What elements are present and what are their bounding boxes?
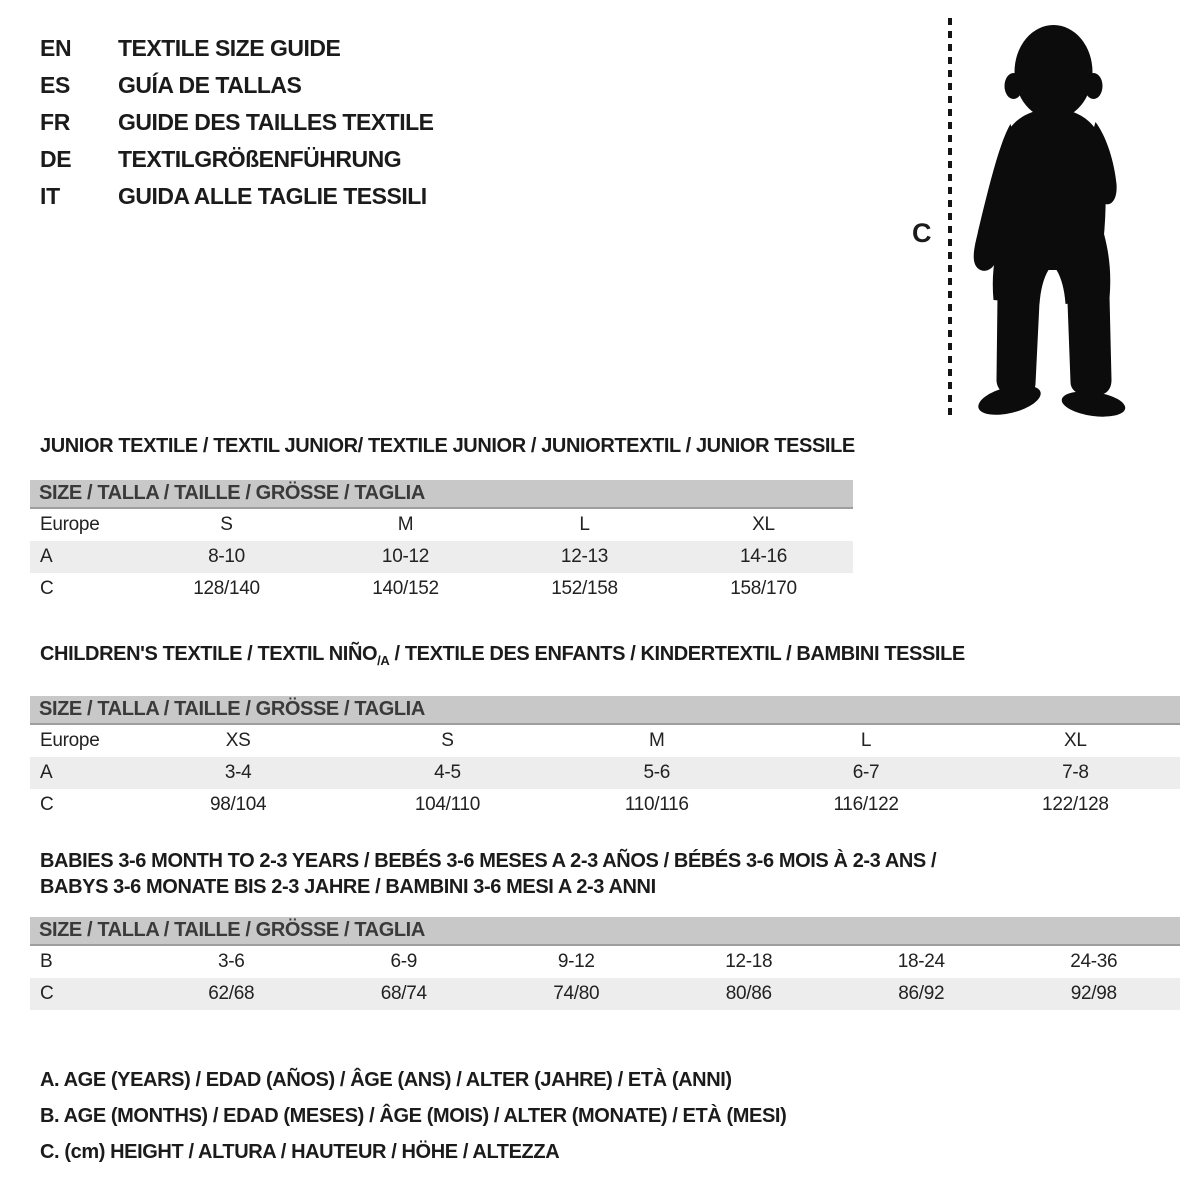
value-cell: 116/122 xyxy=(833,794,899,815)
language-row-fr xyxy=(40,104,434,141)
title-part: CHILDREN'S TEXTILE / TEXTIL NIÑO xyxy=(40,643,378,665)
row-label-cell: C xyxy=(40,983,54,1004)
value-cell: 110/116 xyxy=(624,794,689,815)
value-cell: 3-4 xyxy=(224,762,252,783)
row-label-cell: A xyxy=(40,546,53,567)
table-row xyxy=(30,946,1180,978)
value-cell: 68/74 xyxy=(380,983,427,1004)
value-cell: L xyxy=(860,730,872,751)
language-code: IT xyxy=(40,183,60,209)
measurement-legend xyxy=(40,1062,786,1170)
value-cell: 9-12 xyxy=(557,951,595,972)
value-cell: 10-12 xyxy=(381,546,430,567)
size-header-bar xyxy=(30,917,1180,946)
value-cell: M xyxy=(648,730,665,751)
value-cell: 7-8 xyxy=(1062,762,1089,783)
height-measure-label: C xyxy=(912,218,932,248)
language-code: FR xyxy=(40,109,71,135)
section-children-textile xyxy=(30,641,1180,821)
language-code: EN xyxy=(40,35,72,61)
baby-silhouette-icon xyxy=(962,12,1140,417)
value-cell: XL xyxy=(1064,730,1087,751)
size-header-label: SIZE / TALLA / TAILLE / GRÖSSE / TAGLIA xyxy=(39,919,425,941)
language-title: GUIDE DES TAILLES TEXTILE xyxy=(118,109,434,135)
value-cell: 12-13 xyxy=(560,546,609,567)
babies-size-table xyxy=(30,946,1180,1010)
row-label-cell: Europe xyxy=(40,730,100,751)
height-measure-dashed-line xyxy=(948,18,952,415)
language-code: ES xyxy=(40,72,71,98)
value-cell: 158/170 xyxy=(730,578,797,599)
value-cell: 80/86 xyxy=(725,983,772,1004)
row-label-cell: A xyxy=(40,762,53,783)
title-subscript: /A xyxy=(377,653,390,668)
table-row xyxy=(30,757,1180,789)
value-cell: 128/140 xyxy=(193,578,260,599)
language-row-es xyxy=(40,67,434,104)
language-title: TEXTILGRÖßENFÜHRUNG xyxy=(118,146,402,172)
value-cell: 98/104 xyxy=(209,794,267,815)
table-row xyxy=(30,541,853,573)
size-header-label: SIZE / TALLA / TAILLE / GRÖSSE / TAGLIA xyxy=(39,698,425,720)
language-title: TEXTILE SIZE GUIDE xyxy=(118,35,341,61)
legend-line-c: C. (cm) HEIGHT / ALTURA / HAUTEUR / HÖHE / ALTEZZA xyxy=(40,1141,560,1163)
value-cell: 12-18 xyxy=(725,951,773,972)
section-title: JUNIOR TEXTILE / TEXTIL JUNIOR/ TEXTILE JUNIOR / JUNIORTEXTIL / JUNIOR TESSILE xyxy=(40,435,855,457)
value-cell: 62/68 xyxy=(208,983,255,1004)
value-cell: L xyxy=(579,514,590,535)
row-label-cell: Europe xyxy=(40,514,100,535)
size-header-bar xyxy=(30,696,1180,725)
value-cell: 74/80 xyxy=(553,983,600,1004)
title-part: / TEXTILE DES ENFANTS / KINDERTEXTIL / BAMBINI TESSILE xyxy=(389,643,965,665)
value-cell: XL xyxy=(752,514,775,535)
table-row xyxy=(30,789,1180,821)
section-babies-textile xyxy=(30,848,1180,1010)
value-cell: 6-7 xyxy=(852,762,880,783)
table-row xyxy=(30,573,853,605)
size-header-label: SIZE / TALLA / TAILLE / GRÖSSE / TAGLIA xyxy=(39,482,425,504)
value-cell: M xyxy=(397,514,414,535)
value-cell: 18-24 xyxy=(897,951,945,972)
legend-line-b: B. AGE (MONTHS) / EDAD (MESES) / ÂGE (MOIS) / ALTER (MONATE) / ETÀ (MESI) xyxy=(40,1105,787,1127)
language-title: GUIDA ALLE TAGLIE TESSILI xyxy=(118,183,427,209)
table-row xyxy=(30,509,853,541)
value-cell: 3-6 xyxy=(217,951,245,972)
row-label-cell: C xyxy=(40,578,54,599)
section-junior-textile xyxy=(30,433,853,605)
value-cell: 92/98 xyxy=(1070,983,1117,1004)
row-label-cell: C xyxy=(40,794,54,815)
language-row-en xyxy=(40,30,434,67)
value-cell: 4-5 xyxy=(434,762,461,783)
language-code: DE xyxy=(40,146,72,172)
title-line-1: BABIES 3-6 MONTH TO 2-3 YEARS / BEBÉS 3-6 MESES A 2-3 AÑOS / BÉBÉS 3-6 MOIS À 2-3 ANS / xyxy=(40,850,937,872)
language-row-it xyxy=(40,178,434,215)
value-cell: 152/158 xyxy=(551,578,618,599)
section-title xyxy=(40,848,1180,900)
value-cell: XS xyxy=(225,730,251,751)
value-cell: 104/110 xyxy=(414,794,481,815)
value-cell: 6-9 xyxy=(390,951,418,972)
baby-figure xyxy=(900,8,1195,420)
value-cell: 140/152 xyxy=(372,578,439,599)
size-header-bar xyxy=(30,480,853,509)
legend-line-a: A. AGE (YEARS) / EDAD (AÑOS) / ÂGE (ANS) / ALTER (JAHRE) / ETÀ (ANNI) xyxy=(40,1069,732,1091)
value-cell: 122/128 xyxy=(1042,794,1109,815)
table-row xyxy=(30,978,1180,1010)
value-cell: 14-16 xyxy=(739,546,788,567)
language-row-de xyxy=(40,141,434,178)
row-label-cell: B xyxy=(40,951,53,972)
title-line-2: BABYS 3-6 MONATE BIS 2-3 JAHRE / BAMBINI 3-6 MESI A 2-3 ANNI xyxy=(40,876,656,898)
language-title: GUÍA DE TALLAS xyxy=(118,72,302,98)
value-cell: S xyxy=(220,514,233,535)
junior-size-table xyxy=(30,509,853,605)
value-cell: 86/92 xyxy=(898,983,945,1004)
value-cell: 24-36 xyxy=(1070,951,1118,972)
value-cell: S xyxy=(441,730,454,751)
table-row xyxy=(30,725,1180,757)
value-cell: 8-10 xyxy=(208,546,245,567)
children-size-table xyxy=(30,725,1180,821)
value-cell: 5-6 xyxy=(643,762,671,783)
section-title xyxy=(40,641,1180,674)
language-list xyxy=(40,30,434,215)
